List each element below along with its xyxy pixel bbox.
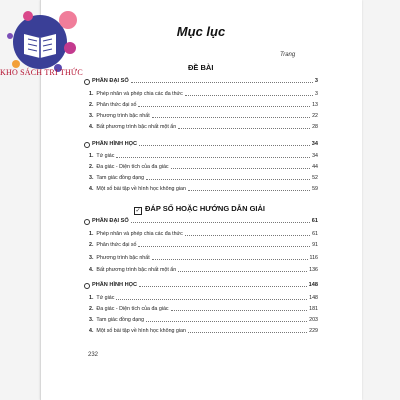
toc-item-number: 1. [89,91,94,97]
circle-bullet-icon [84,142,90,148]
toc-item-number: 2. [89,306,94,312]
toc-item[interactable] [84,229,318,237]
dot-leader [146,320,307,322]
toc-page-number: 34 [311,141,318,147]
toc-page-number: 3 [314,78,318,84]
toc-item-label: Phương trình bậc nhất [96,255,150,261]
toc-page-number: 148 [309,295,318,301]
toc-item-number: 3. [89,255,94,261]
dot-leader [139,285,307,287]
toc-item-number: 3. [89,317,94,323]
toc-item-label: Một số bài tập về hình học không gian [96,328,186,334]
book-logo-icon [2,6,82,76]
checkbox-icon: ✓ [135,208,141,214]
toc-item-label: Phân thức đại số [96,242,137,248]
toc-item-label: Phân thức đại số [96,102,137,108]
toc-item[interactable] [84,304,318,312]
circle-bullet-icon [84,219,90,225]
toc-item-label: Đa giác - Diện tích của đa giác [96,306,169,312]
toc-item-label: Phép nhân và phép chia các đa thức [96,91,183,97]
toc-item[interactable] [84,151,318,159]
toc-page-number: 59 [312,186,318,192]
toc-page-number: 13 [312,102,318,108]
toc-page-number: 28 [312,124,318,130]
toc-item[interactable] [84,100,318,108]
toc-item-number: 2. [89,102,94,108]
dot-leader [188,189,310,191]
toc-page-number: 116 [309,255,318,261]
toc-item[interactable] [84,293,318,301]
toc-page-number: 148 [308,282,318,288]
toc-item-label: Đa giác - Diện tích của đa giác [96,164,169,170]
toc-part-label: PHẦN ĐẠI SỐ [92,218,129,224]
toc-item[interactable] [84,315,318,323]
dot-leader [152,258,308,260]
toc-item-label: Tứ giác [96,153,115,159]
dot-leader [185,234,310,236]
toc-item[interactable] [84,173,318,181]
section-heading-label: ĐÁP SỐ HOẶC HƯỚNG DẪN GIẢI [145,204,265,213]
toc-item-number: 1. [89,231,94,237]
toc-item-number: 1. [89,153,94,159]
dot-leader [146,178,310,180]
dot-leader [116,156,310,158]
toc-item-label: Bất phương trình bậc nhất một ẩn [96,267,177,273]
dot-leader [138,105,310,107]
toc-item-label: Một số bài tập về hình học không gian [96,186,186,192]
brand-name: KHO SÁCH TRI THỨC [0,68,83,77]
dot-leader [188,331,307,333]
toc-item-number: 2. [89,242,94,248]
toc-page-number: 181 [309,306,318,312]
toc-item[interactable] [84,240,318,248]
section-heading-dap-so [134,204,265,215]
toc-part-dai-so[interactable] [84,216,318,224]
toc-item-label: Tứ giác [96,295,115,301]
toc-part-label: PHẦN HÌNH HỌC [92,141,138,147]
toc-page-number: 22 [312,113,318,119]
toc-item-label: Phép nhân và phép chia các đa thức [96,231,183,237]
toc-item-number: 3. [89,113,94,119]
toc-item-number: 3. [89,175,94,181]
dot-leader [185,94,313,96]
toc-page-number: 61 [311,218,318,224]
toc-item-label: Bất phương trình bậc nhất một ẩn [96,124,177,130]
dot-leader [139,144,310,146]
toc-page-number: 136 [309,267,318,273]
section-heading-de-bai: ĐỀ BÀI [188,63,214,72]
toc-item-number: 4. [89,267,94,273]
page-footer-number: 232 [88,352,99,358]
dot-leader [116,298,307,300]
toc-page-number: 3 [315,91,318,97]
toc-item-number: 4. [89,124,94,130]
toc-item[interactable] [84,326,318,334]
circle-bullet-icon [84,283,90,289]
dot-leader [178,127,310,129]
toc-part-hinh-hoc[interactable] [84,280,318,288]
toc-part-label: PHẦN HÌNH HỌC [92,282,138,288]
document-page [40,0,362,400]
toc-item[interactable] [84,162,318,170]
circle-bullet-icon [84,79,90,85]
toc-page-number: 61 [312,231,318,237]
toc-page-number: 203 [309,317,318,323]
toc-item-label: Tam giác đồng dạng [96,175,145,181]
toc-item[interactable] [84,89,318,97]
toc-page-number: 229 [309,328,318,334]
toc-item-number: 4. [89,328,94,334]
dot-leader [131,81,313,83]
toc-page-number: 91 [312,242,318,248]
toc-page-number: 52 [312,175,318,181]
page-title: Mục lục [176,24,226,39]
toc-item-label: Phương trình bậc nhất [96,113,150,119]
page-column-label: Trang [280,52,296,58]
toc-item[interactable] [84,111,318,119]
toc-page-number: 44 [312,164,318,170]
dot-leader [171,167,311,169]
toc-item[interactable] [84,184,318,192]
toc-part-hinh-hoc[interactable] [84,139,318,147]
dot-leader [152,116,310,118]
dot-leader [131,221,310,223]
toc-item[interactable] [84,265,318,273]
dot-leader [171,309,308,311]
toc-item-number: 4. [89,186,94,192]
toc-part-label: PHẦN ĐẠI SỐ [92,78,129,84]
toc-item-number: 1. [89,295,94,301]
toc-page-number: 34 [312,153,318,159]
dot-leader [138,245,310,247]
toc-item-label: Tam giác đồng dạng [96,317,145,323]
toc-item-number: 2. [89,164,94,170]
dot-leader [178,270,307,272]
toc-item[interactable] [84,122,318,130]
toc-part-dai-so[interactable] [84,76,318,84]
toc-item[interactable] [84,253,318,261]
